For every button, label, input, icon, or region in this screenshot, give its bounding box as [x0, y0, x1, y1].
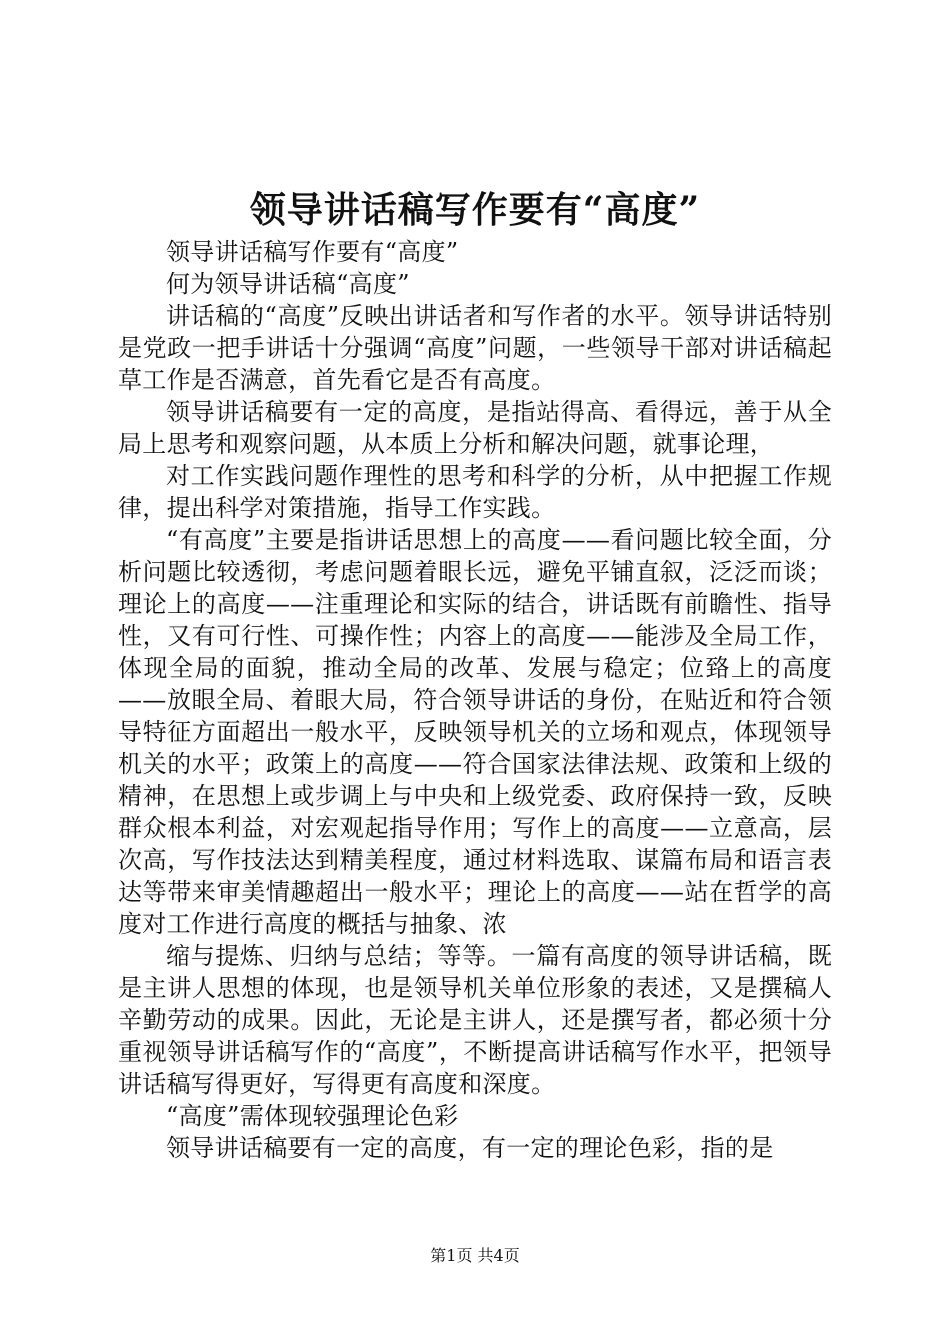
- paragraph: “有高度”主要是指讲话思想上的高度——看问题比较全面，分析问题比较透彻，考虑问题着眼长远，避免平铺直叙，泛泛而谈；理论上的高度——注重理论和实际的结合，讲话既有前瞻性、指导性，又有可行性、可操作性；内容上的高度——能涉及全局工作，体现全局的面貌，推动全局的改革、发展与稳定；位臵上的高度——放眼全局、着眼大局，符合领导讲话的身份，在贴近和符合领导特征方面超出一般水平，反映领导机关的立场和观点，体现领导机关的水平；政策上的高度——符合国家法律法规、政策和上级的精神，在思想上或步调上与中央和上级党委、政府保持一致，反映群众根本利益，对宏观起指导作用；写作上的高度——立意高，层次高，写作技法达到精美程度，通过材料选取、谋篇布局和语言表达等带来审美情趣超出一般水平；理论上的高度——站在哲学的高度对工作进行高度的概括与抽象、浓: [118, 526, 832, 938]
- paragraph: 领导讲话稿要有一定的高度，是指站得高、看得远，善于从全局上思考和观察问题，从本质上分析和解决问题，就事论理，: [118, 398, 832, 458]
- paragraph: 讲话稿的“高度”反映出讲话者和写作者的水平。领导讲话特别是党政一把手讲话十分强调“高度”问题，一些领导干部对讲话稿起草工作是否满意，首先看它是否有高度。: [118, 302, 832, 394]
- document-body: [118, 236, 832, 1164]
- document-title: 领导讲话稿写作要有“高度”: [249, 189, 701, 231]
- paragraph: 缩与提炼、归纳与总结；等等。一篇有高度的领导讲话稿，既是主讲人思想的体现，也是领导机关单位形象的表述，又是撰稿人辛勤劳动的成果。因此，无论是主讲人，还是撰写者，都必须十分重视领导讲话稿写作的“高度”，不断提高讲话稿写作水平，把领导讲话稿写得更好，写得更有高度和深度。: [118, 942, 832, 1098]
- paragraph: 领导讲话稿要有一定的高度，有一定的理论色彩，指的是: [166, 1134, 774, 1162]
- paragraph-subtitle: 领导讲话稿写作要有“高度”: [166, 238, 459, 266]
- page-number-footer: 第1页 共4页: [430, 1246, 520, 1265]
- paragraph: 对工作实践问题作理性的思考和科学的分析，从中把握工作规律，提出科学对策措施，指导工作实践。: [118, 462, 832, 522]
- paragraph-section-heading: 何为领导讲话稿“高度”: [166, 270, 410, 298]
- paragraph-section-heading: “高度”需体现较强理论色彩: [166, 1102, 459, 1130]
